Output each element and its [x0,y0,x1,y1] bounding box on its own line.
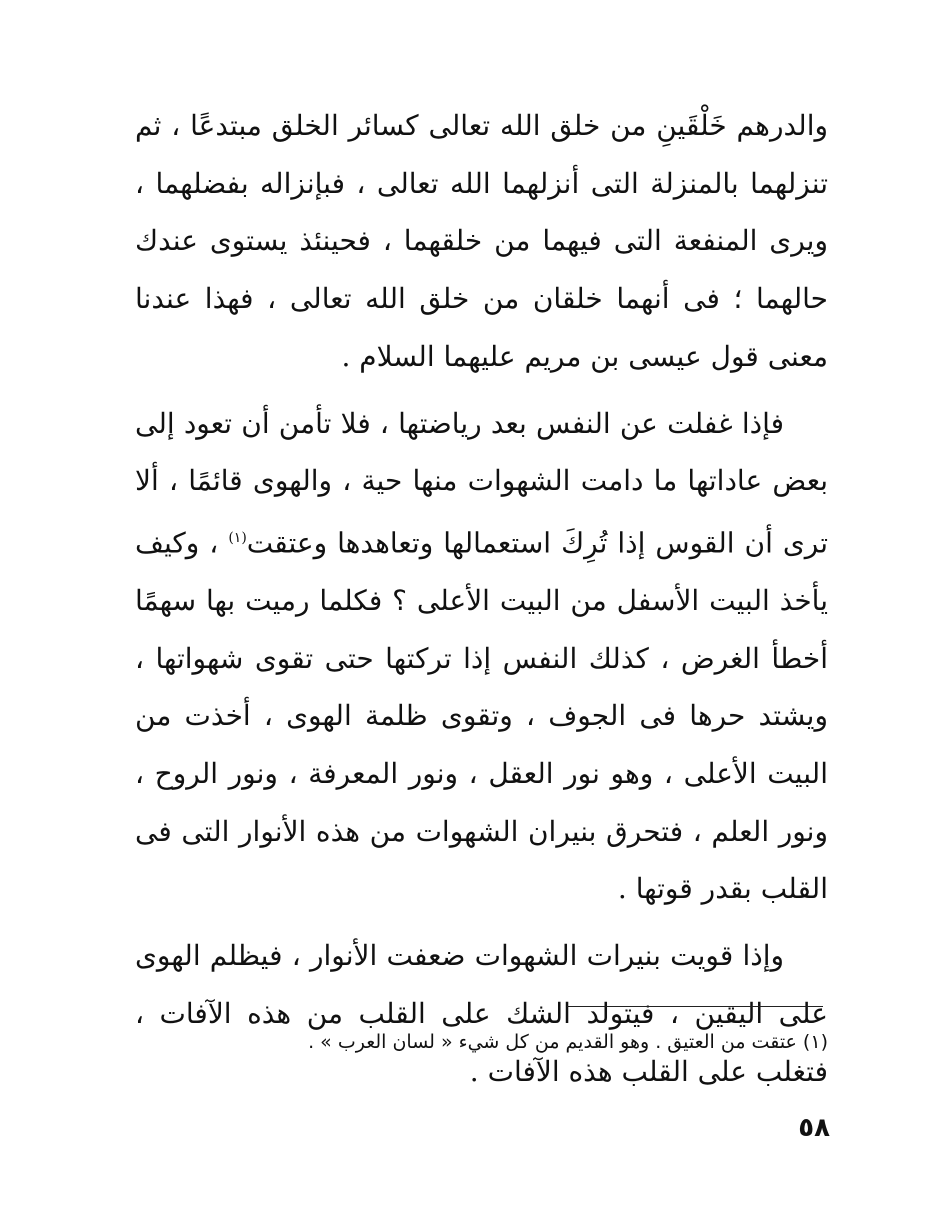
paragraph-3: وإذا قويت بنيرات الشهوات ضعفت الأنوار ، فيظلم الهوى على اليقين ، فيتولد الشك على القلب من هذه الآفات ، فتغلب على القلب هذه الآفات . [135,939,828,1088]
paragraph-1: والدرهم خَلْقَينِ من خلق الله تعالى كسائر الخلق مبتدعًا ، ثم تنزلهما بالمنزلة التى أنزلهما الله تعالى ، فبإنزاله بفضلهما ، ويرى المنفعة التى فيهما من خلقهما ، فحينئذ يستوى عندك حالهما ؛ فى أنهما خلقان من خلق الله تعالى ، فهذا عندنا معنى قول عيسى بن مريم عليهما السلام . [135,109,828,373]
body-text [135,97,828,1100]
footnote-divider [567,1006,823,1007]
paragraph-2-part-1: فإذا غفلت عن النفس بعد رياضتها ، فلا تأمن أن تعود إلى بعض عاداتها ما دامت الشهوات منها حية ، والهوى قائمًا ، ألا ترى أن القوس إذا تُرِكَ استعمالها وتعاهدها وعتقت [135,406,828,560]
paragraph-2-part-2: ، وكيف يأخذ البيت الأسفل من البيت الأعلى ؟ فكلما رميت بها سهمًا أخطأ الغرض ، كذلك النفس إذا تركتها حتى تقوى شهواتها ، ويشتد حرها فى الجوف ، وتقوى ظلمة الهوى ، أخذت من البيت الأعلى ، وهو نور العقل ، ونور المعرفة ، ونور الروح ، ونور العلم ، فتحرق بنيران الشهوات من هذه الأنوار التى فى القلب بقدر قوتها . [135,526,829,906]
page-number: ٥٨ [798,1113,830,1143]
footnote-reference: (١) [228,529,247,546]
footnote: (١) عتقت من العتيق . وهو القديم من كل شيء « لسان العرب » . [308,1031,828,1053]
paragraph-2 [135,395,828,919]
